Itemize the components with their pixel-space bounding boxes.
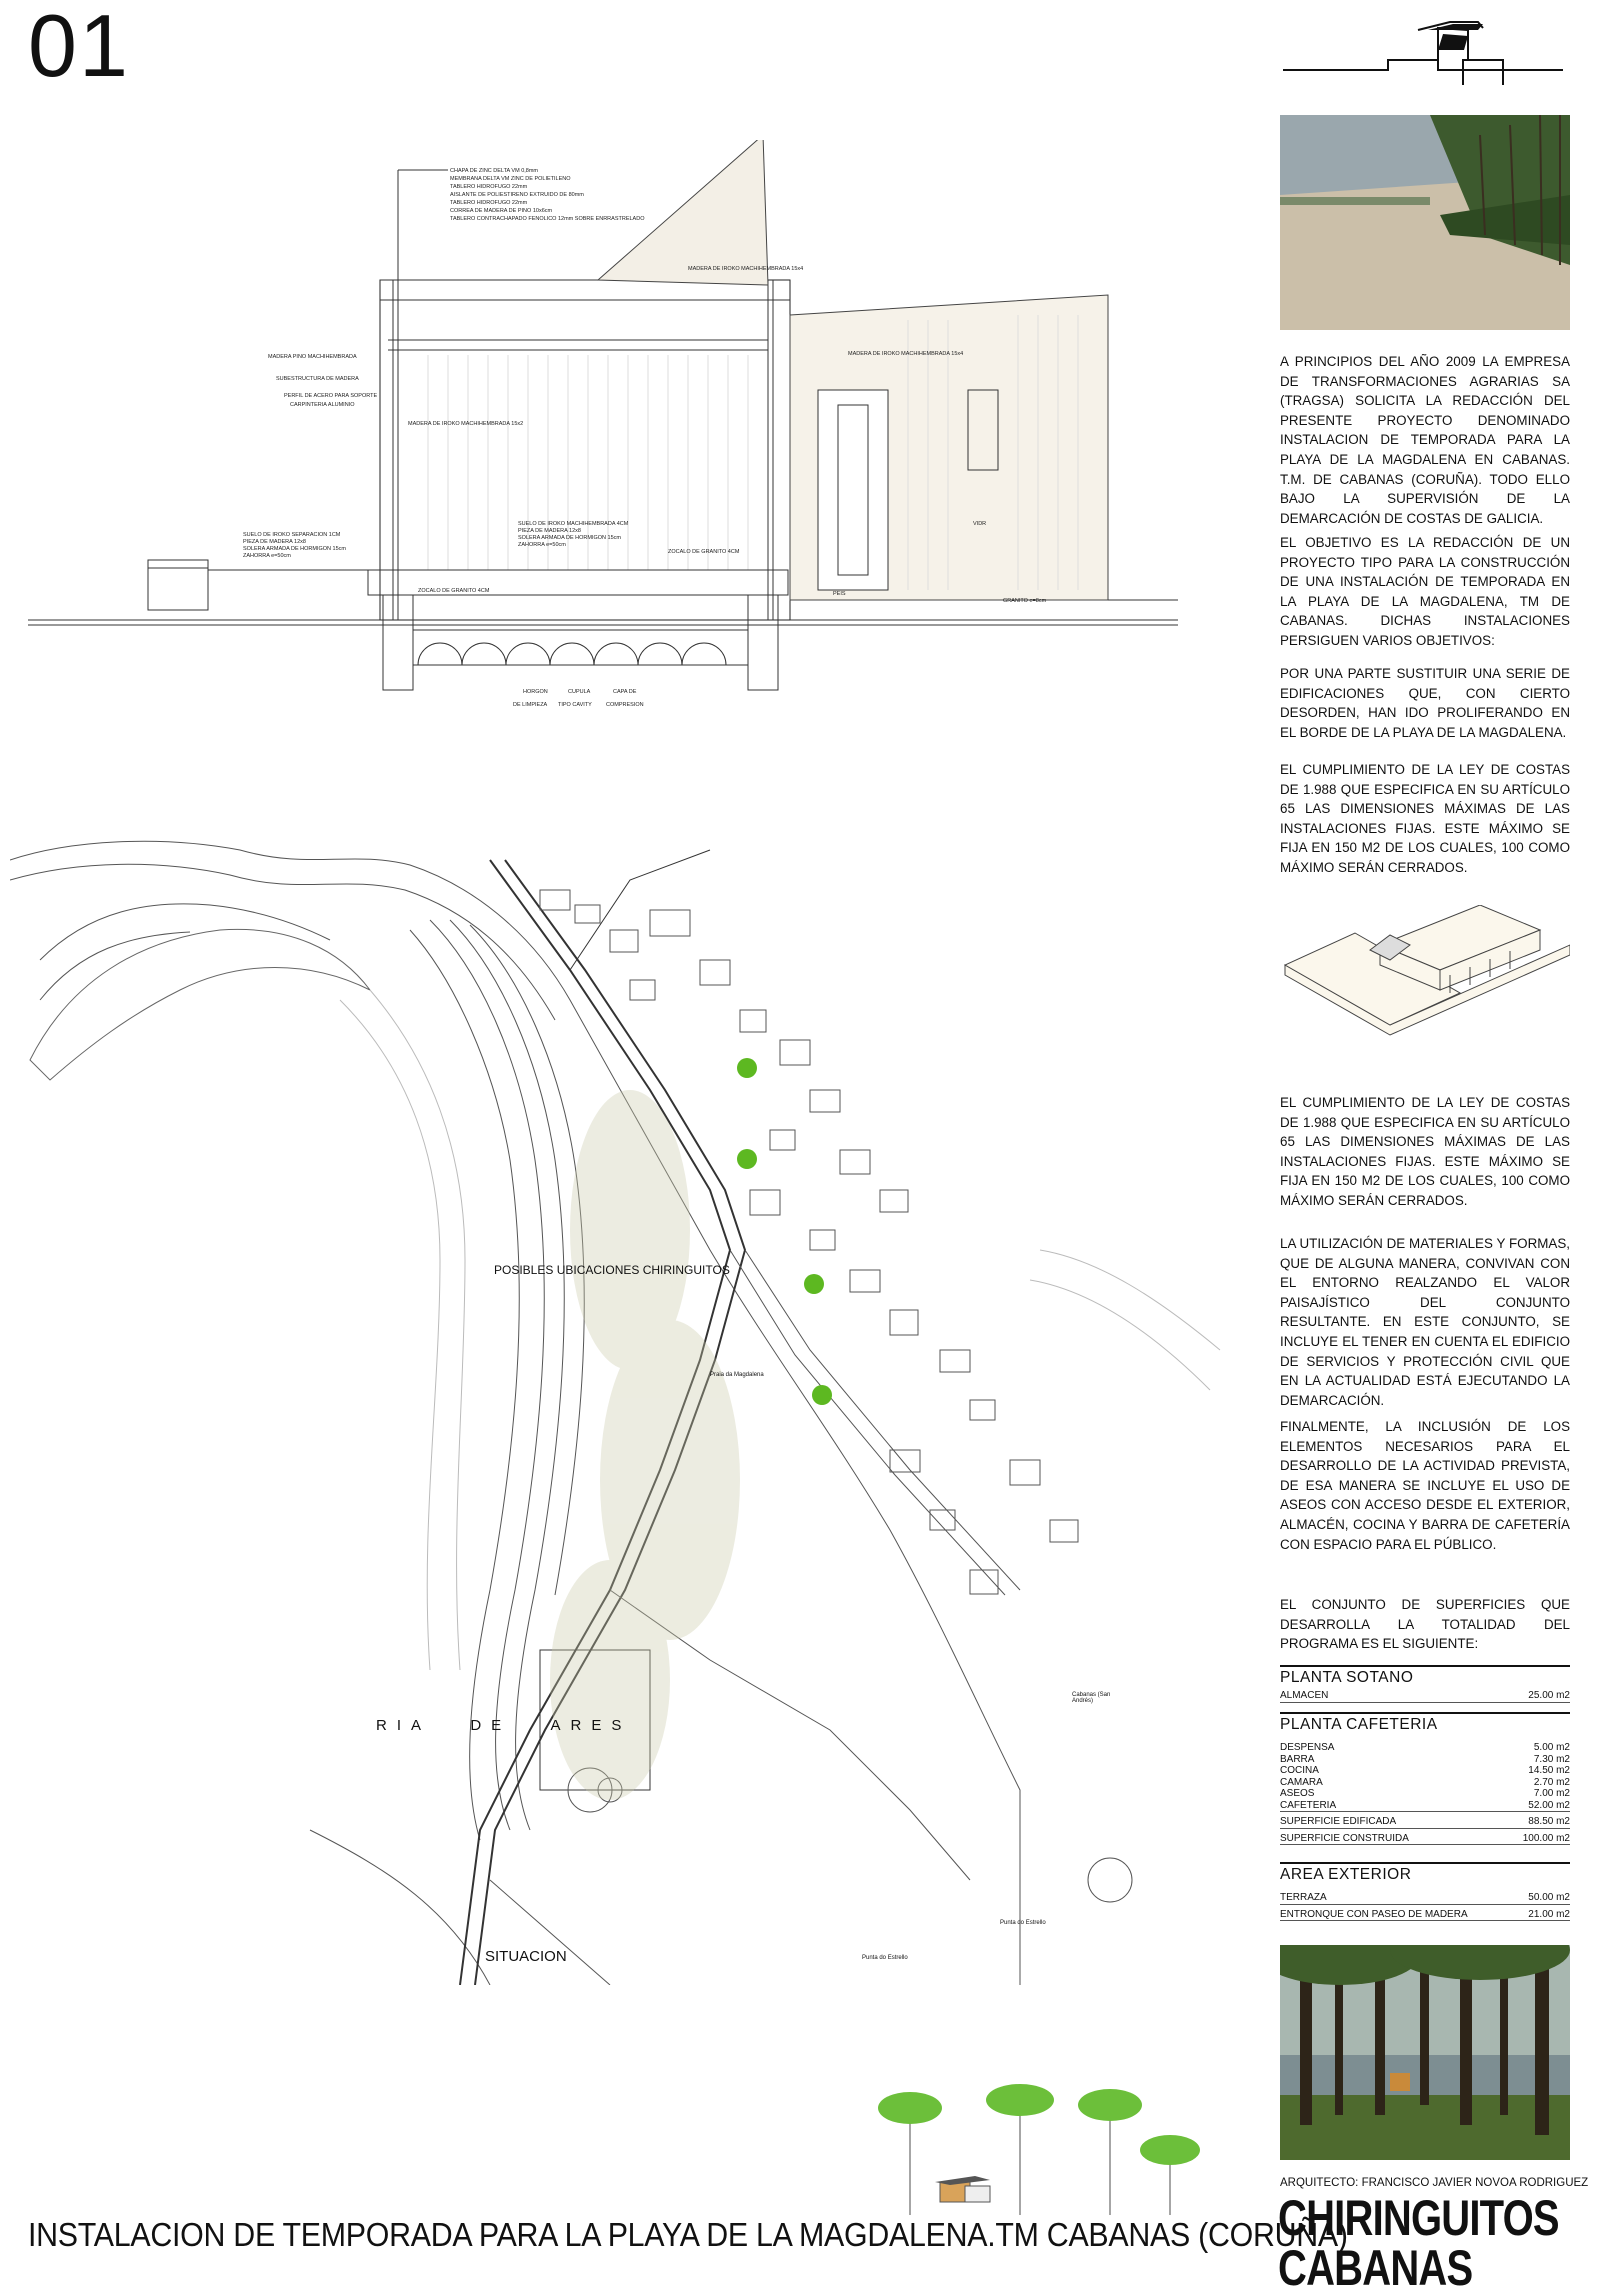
label-ria-de-ares: RIA DE ARES — [376, 1717, 632, 1734]
label-roof-layer: TABLERO HIDROFUGO 22mm — [450, 200, 528, 206]
table-planta-sotano — [1280, 1665, 1570, 1703]
label-vidrio: VIDR — [973, 521, 987, 527]
main-title: INSTALACION DE TEMPORADA PARA LA PLAYA DE LA MAGDALENA.TM CABANAS (CORUÑA) — [28, 2216, 1348, 2253]
table-title: AREA EXTERIOR — [1280, 1862, 1570, 1884]
table-row: ALMACEN 25.00 m2 — [1280, 1690, 1570, 1701]
logo-building-icon — [1278, 20, 1568, 90]
label-carpinteria: CARPINTERIA ALUMINIO — [290, 402, 355, 408]
label-zocalo-left: ZOCALO DE GRANITO 4CM — [418, 588, 490, 594]
location-marker — [737, 1058, 757, 1078]
table-title: PLANTA CAFETERIA — [1280, 1712, 1570, 1734]
description-paragraph: LA UTILIZACIÓN DE MATERIALES Y FORMAS, QUE DE ALGUNA MANERA, CONVIVAN CON EL ENTORNO REALZANDO EL VALOR PAISAJÍSTICO DEL CONJUNTO RESULTANTE. EN ESTE CONJUNTO, SE INCLUYE EL TENER EN CUENTA EL EDIFICIO DE SERVICIOS Y PROTECCIÓN CIVIL QUE EN LA ACTUALIDAD ESTÁ EJECUTANDO LA DEMARCACIÓN. — [1280, 1236, 1570, 1408]
table-row: TERRAZA 50.00 m2 — [1280, 1892, 1570, 1903]
location-marker — [737, 1149, 757, 1169]
table-row: BARRA 7.30 m2 — [1280, 1753, 1570, 1765]
table-row: DESPENSA 5.00 m2 — [1280, 1742, 1570, 1753]
table-row: CAMARA 2.70 m2 — [1280, 1776, 1570, 1788]
label-bottom: CAPA DE — [613, 689, 637, 695]
description-paragraph: EL OBJETIVO ES LA REDACCIÓN DE UN PROYECTO TIPO PARA LA CONSTRUCCIÓN DE UNA INSTALACIÓN DE TEMPORADA EN LA PLAYA DE LA MAGDALENA, TM DE CABANAS. DICHAS INSTALACIONES PERSIGUEN VARIOS OBJETIVOS: — [1280, 535, 1570, 648]
label-bottom: DE LIMPIEZA — [513, 702, 548, 708]
label-bottom: TIPO CAVITY — [558, 702, 592, 708]
table-area-exterior — [1280, 1862, 1570, 1921]
label-suelo-center: SUELO DE IROKO MACHIHEMBRADA 4CM — [518, 521, 629, 527]
isometric-building-drawing — [1280, 905, 1570, 1040]
label-cabanas: Cabanas (San Andrés) — [1072, 1692, 1111, 1704]
label-bottom: COMPRESION — [606, 702, 644, 708]
building-section-drawing — [28, 140, 1208, 720]
label-suelo-center: PIEZA DE MADERA 12x8 — [518, 528, 581, 534]
label-perfil: PERFIL DE ACERO PARA SOPORTE — [284, 393, 378, 399]
label-suelo-center: ZAHORRA e=50cm — [518, 542, 566, 548]
label-roof-layer: MEMBRANA DELTA VM ZINC DE POLIETILENO — [450, 176, 571, 182]
label-madera-top: MADERA DE IROKO MACHIHEMBRADA 15x4 — [688, 266, 804, 272]
label-roof-layer: CORREA DE MADERA DE PINO 10x6cm — [450, 208, 553, 214]
description-paragraph: EL CUMPLIMIENTO DE LA LEY DE COSTAS DE 1.988 QUE ESPECIFICA EN SU ARTÍCULO 65 LAS DIMENSIONES MÁXIMAS DE LAS INSTALACIONES FIJAS. ESTE MÁXIMO SE FIJA EN 150 M2 DE LOS CUALES, 100 COMO MÁXIMO SERÁN CERRADOS. — [1280, 1095, 1570, 1208]
label-suelo-left: ZAHORRA e=50cm — [243, 553, 291, 559]
label-roof-layer: TABLERO CONTRACHAPADO FENOLICO 12mm SOBRE ENRRASTRELADO — [450, 216, 645, 222]
label-madera-pino: MADERA PINO MACHIHEMBRADA — [268, 354, 357, 360]
label-granito: GRANITO e=8cm — [1003, 598, 1047, 604]
label-madera-15x2: MADERA DE IROKO MACHIHEMBRADA 15x2 — [408, 421, 524, 427]
label-suelo-center: SOLERA ARMADA DE HORMIGON 15cm — [518, 535, 621, 541]
trees-illustration — [870, 2070, 1230, 2215]
label-posibles-ubicaciones: POSIBLES UBICACIONES CHIRINGUITOS — [494, 1263, 730, 1277]
label-suelo-left: PIEZA DE MADERA 12x8 — [243, 539, 306, 545]
sheet-number: 01 — [28, 0, 130, 95]
label-situacion: SITUACION — [485, 1948, 567, 1965]
table-row: ENTRONQUE CON PASEO DE MADERA 21.00 m2 — [1280, 1908, 1570, 1920]
table-row: CAFETERIA 52.00 m2 — [1280, 1799, 1570, 1811]
table-row-edificada: SUPERFICIE EDIFICADA 88.50 m2 — [1280, 1816, 1570, 1827]
description-paragraph: EL CONJUNTO DE SUPERFICIES QUE DESARROLLA LA TOTALIDAD DEL PROGRAMA ES EL SIGUIENTE: — [1280, 1597, 1570, 1652]
brand-title: CHIRINGUITOS CABANAS — [1278, 2190, 1559, 2296]
label-punta: Punta do Estrello — [1000, 1920, 1046, 1926]
label-punta: Punta do Estrello — [862, 1955, 908, 1961]
label-suelo-left: SOLERA ARMADA DE HORMIGON 15cm — [243, 546, 346, 552]
table-row: ASEOS 7.00 m2 — [1280, 1788, 1570, 1799]
pine-forest-photo — [1280, 1945, 1570, 2160]
label-bottom: HORGON — [523, 689, 548, 695]
site-plan-map — [10, 830, 1225, 1985]
label-roof-layer: AISLANTE DE POLIESTIRENO EXTRUIDO DE 80mm — [450, 192, 584, 198]
label-bottom: CUPULA — [568, 689, 591, 695]
label-subestructura: SUBESTRUCTURA DE MADERA — [276, 376, 359, 382]
table-row-construida: SUPERFICIE CONSTRUIDA 100.00 m2 — [1280, 1832, 1570, 1844]
architect-credit: ARQUITECTO: FRANCISCO JAVIER NOVOA RODRIGUEZ — [1280, 2177, 1589, 2189]
beach-photo — [1280, 115, 1570, 330]
table-row: COCINA 14.50 m2 — [1280, 1765, 1570, 1776]
label-zocalo-right: ZOCALO DE GRANITO 4CM — [668, 549, 740, 555]
description-paragraph: A PRINCIPIOS DEL AÑO 2009 LA EMPRESA DE TRANSFORMACIONES AGRARIAS SA (TRAGSA) SOLICITA LA REDACCIÓN DEL PRESENTE PROYECTO DENOMINADO INSTALACION DE TEMPORADA PARA LA PLAYA DE LA MAGDALENA EN CABANAS. T.M. DE CABANAS (CORUÑA). TODO ELLO BAJO LA SUPERVISIÓN DE LA DEMARCACIÓN DE COSTAS DE GALICIA. — [1280, 354, 1570, 526]
description-paragraph: FINALMENTE, LA INCLUSIÓN DE LOS ELEMENTOS NECESARIOS PARA EL DESARROLLO DE LA ACTIVIDAD PREVISTA, DE ESA MANERA SE INCLUYE EL USO DE ASEOS CON ACCESO DESDE EL EXTERIOR, ALMACÉN, COCINA Y BARRA DE CAFETERÍA CON ESPACIO PARA EL PÚBLICO. — [1280, 1419, 1570, 1552]
label-peis: PEIS — [833, 591, 846, 597]
location-marker — [812, 1385, 832, 1405]
location-marker — [804, 1274, 824, 1294]
table-planta-cafeteria — [1280, 1712, 1570, 1845]
label-praia: Praia da Magdalena — [710, 1372, 764, 1378]
label-roof-layer: TABLERO HIDROFUGO 22mm — [450, 184, 528, 190]
table-title: PLANTA SOTANO — [1280, 1665, 1570, 1687]
description-paragraph: EL CUMPLIMIENTO DE LA LEY DE COSTAS DE 1.988 QUE ESPECIFICA EN SU ARTÍCULO 65 LAS DIMENSIONES MÁXIMAS DE LAS INSTALACIONES FIJAS. ESTE MÁXIMO SE FIJA EN 150 M2 DE LOS CUALES, 100 COMO MÁXIMO SERÁN CERRADOS. — [1280, 762, 1570, 875]
label-madera-right: MADERA DE IROKO MACHIHEMBRADA 15x4 — [848, 351, 964, 357]
description-paragraph: POR UNA PARTE SUSTITUIR UNA SERIE DE EDIFICACIONES QUE, CON CIERTO DESORDEN, HAN IDO PROLIFERANDO EN EL BORDE DE LA PLAYA DE LA MAGDALENA. — [1280, 666, 1570, 740]
label-roof-layer: CHAPA DE ZINC DELTA VM 0,8mm — [450, 168, 539, 174]
label-suelo-left: SUELO DE IROKO SEPARACION 1CM — [243, 532, 341, 538]
